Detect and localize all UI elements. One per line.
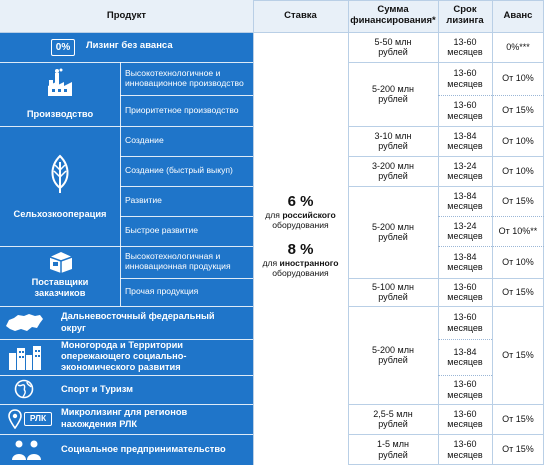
- agro-development: Развитие: [120, 186, 253, 216]
- advance-cell: От 15%: [492, 186, 544, 216]
- advance-cell: От 15%: [492, 434, 544, 465]
- globe-icon: [14, 379, 34, 399]
- agro-creation-fast: Создание (быстрый выкуп): [120, 156, 253, 186]
- rate-russian-value: 6 %: [287, 192, 314, 210]
- product-suppliers: [0, 246, 120, 306]
- term-cell: 13-60 месяцев: [438, 404, 492, 434]
- term-cell: 13-24 месяцев: [438, 156, 492, 186]
- rlk-badge: РЛК: [24, 412, 52, 426]
- production-priority: Приоритетное производство: [120, 95, 253, 126]
- product-label-leasing-no-advance: Лизинг без аванса: [86, 40, 173, 51]
- amount-cell: 3-10 млн рублей: [348, 126, 438, 156]
- product-production: [0, 62, 120, 126]
- term-cell: 13-60 месяцев: [438, 62, 492, 95]
- header-term: Срок лизинга: [438, 0, 492, 32]
- production-hitech: Высокотехнологичное и инновационное производство: [120, 62, 253, 95]
- amount-cell: 5-200 млн рублей: [348, 62, 438, 126]
- suppliers-other: Прочая продукция: [120, 278, 253, 306]
- advance-cell: От 15%: [492, 278, 544, 306]
- amount-cell: 5-200 млн рублей: [348, 186, 438, 278]
- product-label-social: Социальное предпринимательство: [61, 444, 226, 454]
- term-cell: 13-84 месяцев: [438, 246, 492, 278]
- header-product: Продукт: [0, 0, 253, 32]
- product-label-agro: Сельхозкооперация: [13, 209, 107, 219]
- amount-cell: 2,5-5 млн рублей: [348, 404, 438, 434]
- rate-foreign-value: 8 %: [287, 240, 314, 258]
- advance-cell: От 10%**: [492, 216, 544, 246]
- header-rate: Ставка: [253, 0, 348, 32]
- suppliers-hitech: Высокотехнологичная и инновационная продукция: [120, 246, 253, 278]
- header-advance: Аванс: [492, 0, 544, 32]
- term-cell: 13-84 месяцев: [438, 339, 492, 375]
- location-pin-icon: [8, 409, 22, 429]
- term-cell: 13-60 месяцев: [438, 32, 492, 62]
- agro-creation: Создание: [120, 126, 253, 156]
- russia-map-icon: [4, 312, 44, 334]
- term-cell: 13-60 месяцев: [438, 306, 492, 339]
- product-label-production: Производство: [26, 109, 94, 119]
- agro-development-fast: Быстрое развитие: [120, 216, 253, 246]
- term-cell: 13-60 месяцев: [438, 278, 492, 306]
- box-icon: [48, 250, 74, 274]
- amount-cell: 5-100 млн рублей: [348, 278, 438, 306]
- advance-cell: 0%***: [492, 32, 544, 62]
- product-label-suppliers: Поставщики заказчиков: [31, 277, 89, 299]
- product-label-micro: Микролизинг для регионов нахождения РЛК: [61, 407, 188, 429]
- term-cell: 13-60 месяцев: [438, 434, 492, 465]
- product-sport: [0, 375, 253, 404]
- product-label-monotowns: Моногорода и Территории опережающего социально-экономического развития: [61, 340, 187, 373]
- advance-cell: От 10%: [492, 126, 544, 156]
- product-leasing-no-advance: [0, 32, 253, 62]
- leaf-icon: [46, 154, 74, 194]
- term-cell: 13-24 месяцев: [438, 216, 492, 246]
- product-micro: [0, 404, 253, 434]
- header-amount: Сумма финансирования*: [348, 0, 438, 32]
- term-cell: 13-84 месяцев: [438, 126, 492, 156]
- term-cell: 13-84 месяцев: [438, 186, 492, 216]
- advance-cell: От 10%: [492, 62, 544, 95]
- amount-cell: 1-5 млн рублей: [348, 434, 438, 465]
- factory-icon: [46, 68, 74, 100]
- city-buildings-icon: [8, 345, 42, 371]
- product-far-east: [0, 306, 253, 339]
- term-cell: 13-60 месяцев: [438, 95, 492, 126]
- term-cell: 13-60 месяцев: [438, 375, 492, 404]
- amount-cell: 5-50 млн рублей: [348, 32, 438, 62]
- rate-russian-caption: для российского оборудования: [265, 209, 336, 231]
- zero-percent-badge: 0%: [51, 39, 75, 56]
- product-monotowns: [0, 339, 253, 375]
- amount-cell: 3-200 млн рублей: [348, 156, 438, 186]
- amount-cell: 5-200 млн рублей: [348, 306, 438, 404]
- advance-cell: От 15%: [492, 306, 544, 404]
- product-label-far-east: Дальневосточный федеральный округ: [61, 311, 215, 333]
- advance-cell: От 10%: [492, 246, 544, 278]
- people-icon: [10, 439, 44, 461]
- product-agro: [0, 126, 120, 246]
- advance-cell: От 15%: [492, 95, 544, 126]
- rate-foreign-caption: для иностранного оборудования: [262, 257, 339, 279]
- advance-cell: От 15%: [492, 404, 544, 434]
- rate-cell: [253, 32, 348, 465]
- product-label-sport: Спорт и Туризм: [61, 384, 134, 394]
- product-social: [0, 434, 253, 465]
- advance-cell: От 10%: [492, 156, 544, 186]
